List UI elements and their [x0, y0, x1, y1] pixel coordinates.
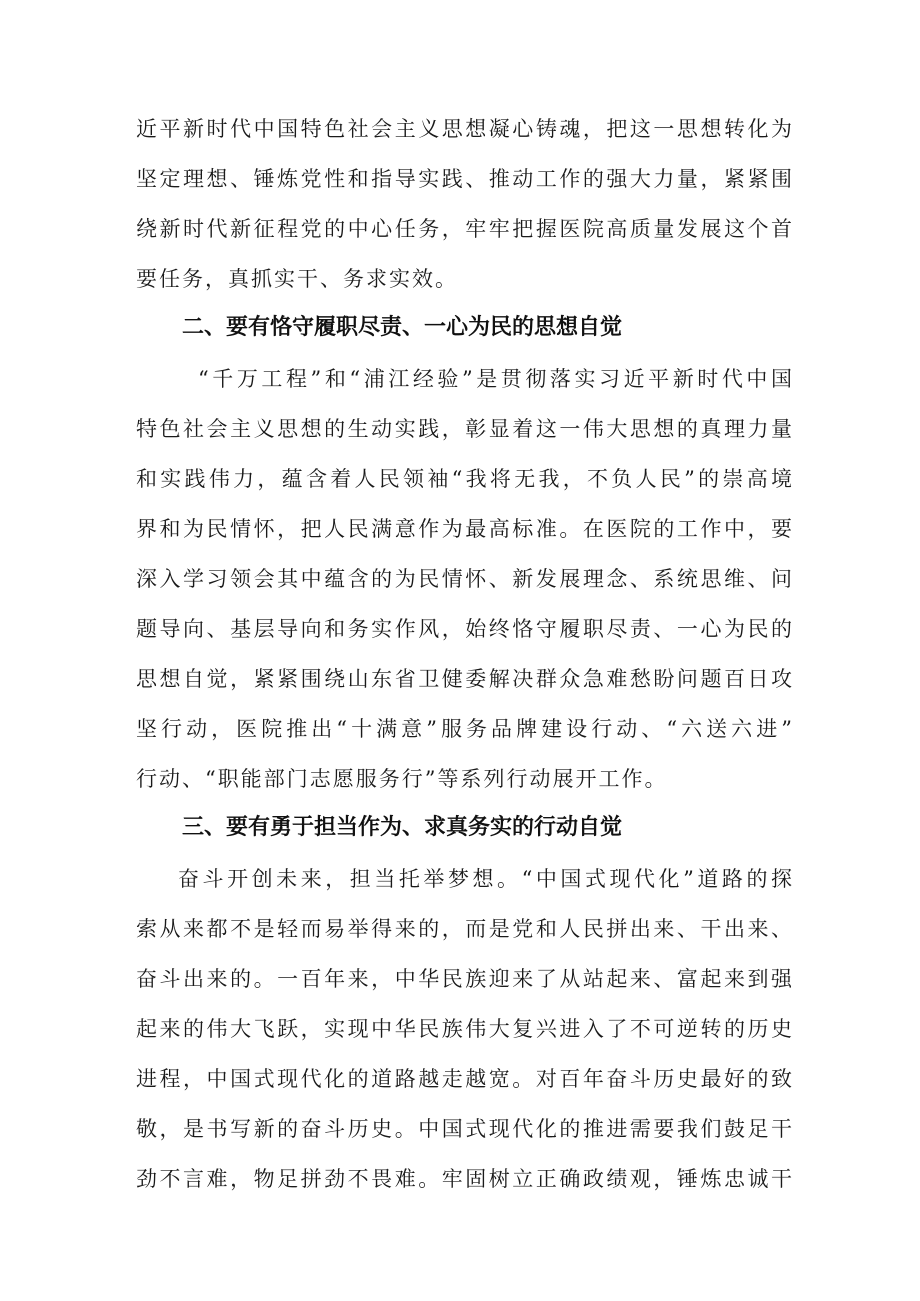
paragraph-line: 绕新时代新征程党的中心任务，牢牢把握医院高质量发展这个首	[136, 217, 792, 241]
paragraph-line: 近平新时代中国特色社会主义思想凝心铸魂，把这一思想转化为	[136, 117, 792, 141]
paragraph-line: 坚定理想、锤炼党性和指导实践、推动工作的强大力量，紧紧围	[136, 167, 792, 191]
paragraph-line: 坚行动，医院推出“十满意”服务品牌建设行动、“六送六进”	[136, 717, 792, 741]
paragraph-line: 界和为民情怀，把人民满意作为最高标准。在医院的工作中，要	[136, 517, 792, 541]
paragraph-line: “千万工程”和“浦江经验”是贯彻落实习近平新时代中国	[198, 367, 792, 391]
paragraph-line: 劲不言难，物足拼劲不畏难。牢固树立正确政绩观，锤炼忠诚干	[136, 1167, 792, 1191]
paragraph-line: 行动、“职能部门志愿服务行”等系列行动展开工作。	[136, 767, 668, 791]
paragraph-line: 深入学习领会其中蕴含的为民情怀、新发展理念、系统思维、问	[136, 567, 792, 591]
paragraph-line: 特色社会主义思想的生动实践，彰显着这一伟大思想的真理力量	[136, 417, 792, 441]
paragraph-line: 进程，中国式现代化的道路越走越宽。对百年奋斗历史最好的致	[136, 1067, 792, 1091]
paragraph-line: 索从来都不是轻而易举得来的，而是党和人民拼出来、干出来、	[136, 917, 792, 941]
paragraph-line: 和实践伟力，蕴含着人民领袖“我将无我，不负人民”的崇高境	[136, 467, 792, 491]
paragraph-line: 奋斗出来的。一百年来，中华民族迎来了从站起来、富起来到强	[136, 967, 792, 991]
paragraph-line: 敬，是书写新的奋斗历史。中国式现代化的推进需要我们鼓足干	[136, 1117, 792, 1141]
section-heading-2: 二、要有恪守履职尽责、一心为民的思想自觉	[182, 315, 623, 340]
paragraph-line: 起来的伟大飞跃，实现中华民族伟大复兴进入了不可逆转的历史	[136, 1017, 792, 1041]
paragraph-line: 思想自觉，紧紧围绕山东省卫健委解决群众急难愁盼问题百日攻	[136, 667, 792, 691]
paragraph-line: 奋斗开创未来，担当托举梦想。“中国式现代化”道路的探	[178, 867, 792, 891]
section-heading-3: 三、要有勇于担当作为、求真务实的行动自觉	[182, 815, 623, 840]
paragraph-line: 题导向、基层导向和务实作风，始终恪守履职尽责、一心为民的	[136, 617, 792, 641]
paragraph-line: 要任务，真抓实干、务求实效。	[136, 267, 458, 291]
